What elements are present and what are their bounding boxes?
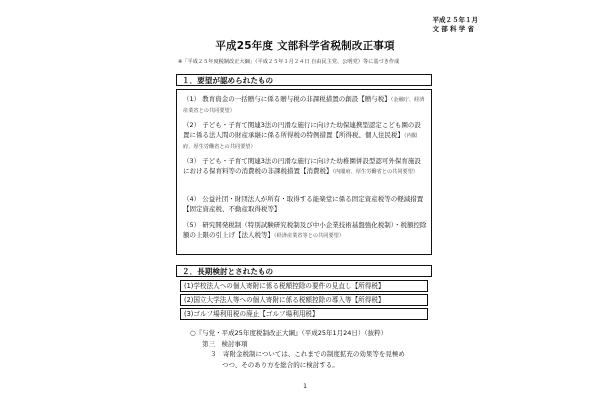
item-sub: （内閣府、厚生労働省との共同要望） — [332, 169, 419, 176]
section2-item-1: (1)学校法人への個人寄附に係る税額控除の要件の見直し【所得税】 — [180, 280, 428, 292]
header-date: 平成２５年１月 — [432, 16, 478, 24]
section2-item-3: (3)ゴルフ場利用税の廃止【ゴルフ場利用税】 — [180, 308, 428, 320]
section1-item-4 — [183, 194, 427, 214]
quote-line-3: ３ 寄附金税制については、これまでの制度拡充の効果等を見極め — [210, 350, 405, 358]
section1-heading: １．要望が認められたもの — [176, 74, 432, 86]
quote-line-1: ○『与党・平成25年度税制改正大綱』（平成25年1月24日）（抜粋） — [190, 329, 388, 337]
section1-item-3 — [183, 156, 427, 177]
quote-block — [190, 328, 430, 370]
header-block — [433, 16, 479, 34]
page-title: 平成25年度 文部科学省税制改正事項 — [215, 40, 395, 52]
quote-line-4: つつ、そのあり方を総合的に検討する。 — [222, 360, 339, 369]
section1-box — [176, 89, 432, 255]
header-ministry: 文 部 科 学 省 — [432, 25, 475, 33]
section1-item-1 — [183, 94, 427, 116]
source-note: ※「平成２５年度税制改正大綱」（平成２５年１月２４日 自由民主党、公明党）等に基づき作成 — [178, 59, 400, 65]
item-sub: （経済産業省等との共同要望） — [274, 233, 345, 240]
section1-item-5 — [183, 220, 427, 241]
quote-line-2: 第三 検討事項 — [202, 339, 248, 348]
section2-heading: ２．長期検討とされたもの — [176, 265, 432, 277]
item-text: （3） 子ども・子育て関連3法の円滑な施行に向けた幼稚園併設型認可外保育施設における保育料等の消費税の非課税措置【消費税】 — [183, 157, 421, 176]
item-text: （1） 教育資金の一括贈与に係る贈与税の非課税措置の創設【贈与税】 — [183, 95, 391, 103]
item-text: （4） 公益社団・財団法人が所有・取得する能楽堂に係る固定資産税等の軽減措置【固定資産税、不動産取得税等】 — [183, 195, 424, 214]
page-number: 1 — [303, 383, 307, 390]
item-text: （5） 研究開発税制（特別試験研究税制及び中小企業技術基盤強化税制）・税額控除額の上限の引上げ【法人税等】 — [183, 221, 427, 240]
section2-item-2: (2)国立大学法人等への個人寄附に係る税額控除の導入等【所得税】 — [180, 294, 428, 306]
item-text: （2） 子ども・子育て関連3法の円滑な施行に向けた幼保連携型認定こども園の設置に係る法人間の財産承継に係る所得税の特例措置【所得税、個人住民税】 — [183, 121, 421, 140]
section1-item-2 — [183, 120, 427, 153]
item-sub: （内閣府、厚生労働省との共同要望） — [183, 133, 417, 151]
item-sub: （金融庁、経済産業省との共同要望） — [183, 97, 425, 115]
